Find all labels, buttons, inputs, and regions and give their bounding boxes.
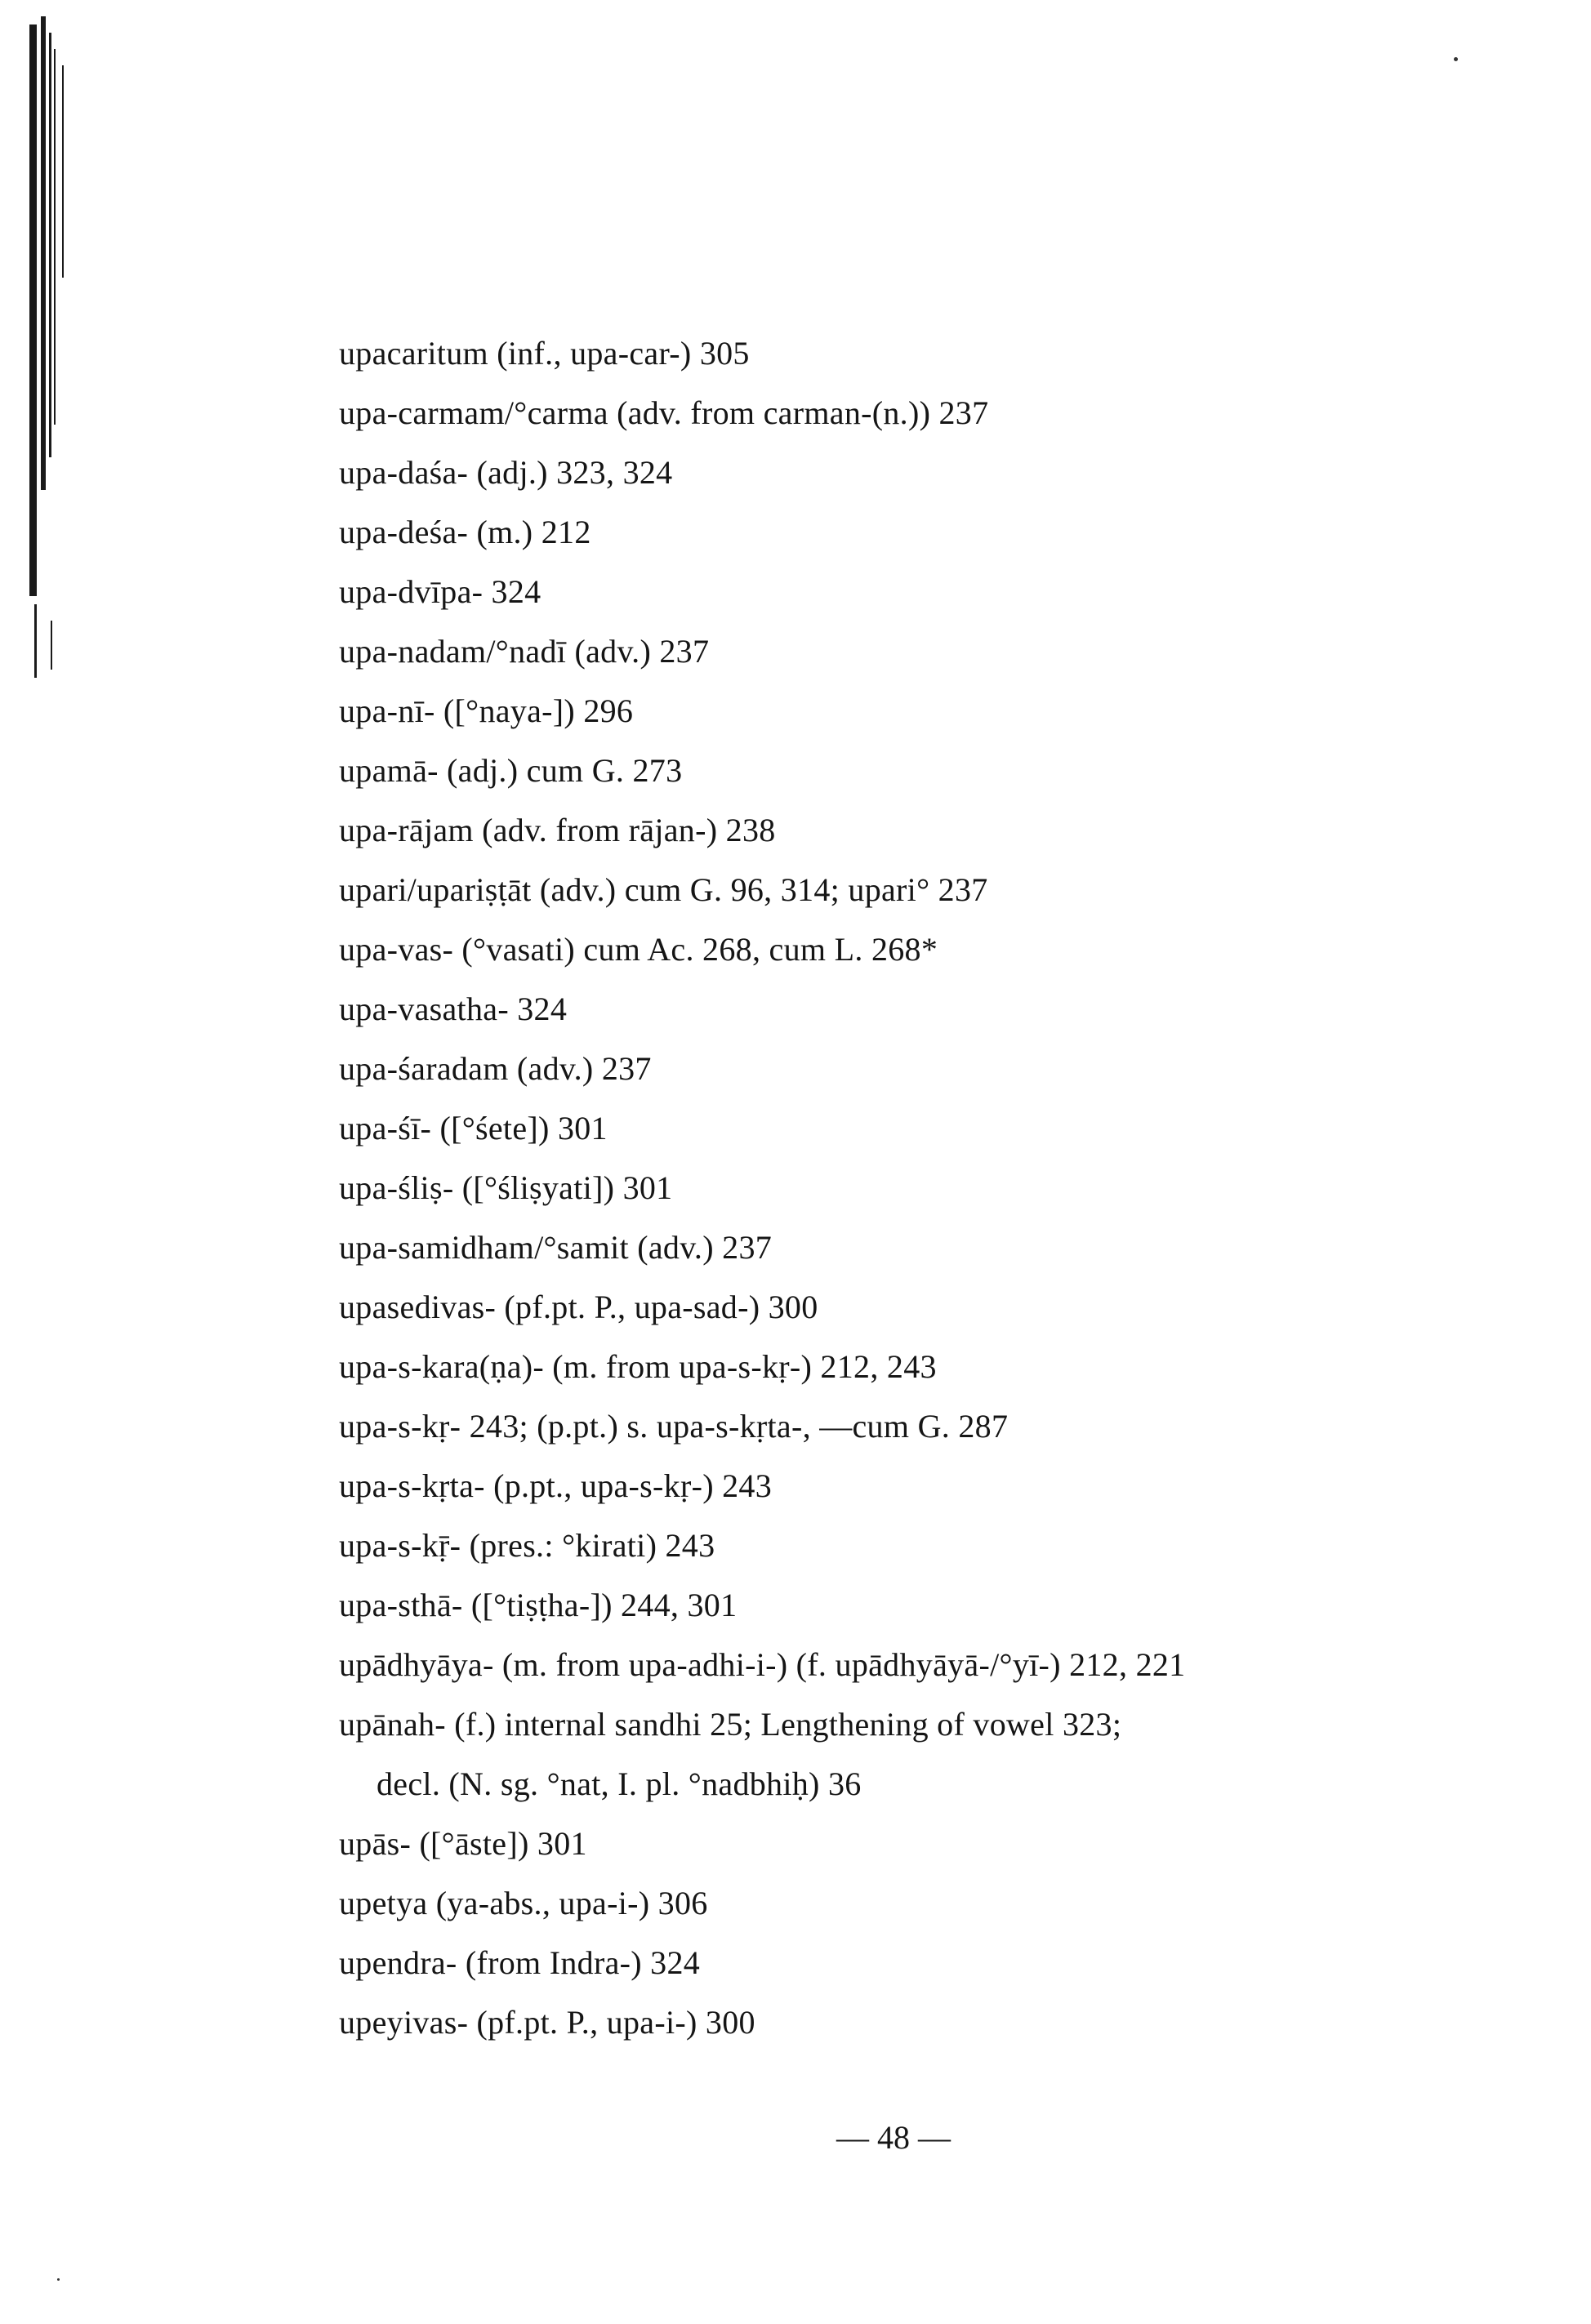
index-entry: upa-rājam (adv. from rājan-) 238 (339, 812, 776, 848)
index-entry: upa-daśa- (adj.) 323, 324 (339, 454, 673, 491)
entry-continuation-line: decl. (N. sg. °nat, I. pl. °nadbhiḥ) 36 (377, 1765, 862, 1802)
index-entry: upa-samidham/°samit (adv.) 237 (339, 1229, 773, 1266)
scan-edge-artifact (0, 0, 75, 735)
index-entry: upa-s-kara(ṇa)- (m. from upa-s-kṛ-) 212, 243 (339, 1348, 937, 1385)
index-entry: upa-nadam/°nadī (adv.) 237 (339, 633, 710, 670)
index-list (339, 323, 1417, 2052)
index-entry: upacaritum (inf., upa-car-) 305 (339, 335, 750, 372)
index-entry: upa-s-kṛ- 243; (p.pt.) s. upa-s-kṛta-, —cum G. 287 (339, 1408, 1009, 1445)
index-entry: upa-nī- ([°naya-]) 296 (339, 692, 634, 729)
index-entry: upa-vas- (°vasati) cum Ac. 268, cum L. 268* (339, 931, 938, 968)
page-number: — 48 — (836, 2119, 951, 2156)
index-entry: upa-dvīpa- 324 (339, 573, 541, 610)
index-entry: upa-śaradam (adv.) 237 (339, 1050, 652, 1087)
index-entry: upa-śī- ([°śete]) 301 (339, 1110, 608, 1146)
index-entry: upa-deśa- (m.) 212 (339, 514, 591, 550)
index-entry: upa-s-kṝ- (pres.: °kirati) 243 (339, 1527, 715, 1564)
index-entry: upa-sthā- ([°tiṣṭha-]) 244, 301 (339, 1587, 738, 1623)
index-entry: upādhyāya- (m. from upa-adhi-i-) (f. upādhyāyā-/°yī-) 212, 221 (339, 1646, 1186, 1683)
index-entry-wrapped (339, 1694, 1417, 1814)
scan-speck (57, 2278, 60, 2281)
scan-speck (1454, 57, 1458, 61)
index-entry: upeyivas- (pf.pt. P., upa-i-) 300 (339, 2004, 755, 2041)
index-entry: upamā- (adj.) cum G. 273 (339, 752, 683, 789)
index-entry: upetya (ya-abs., upa-i-) 306 (339, 1885, 708, 1921)
index-entry: upa-śliṣ- ([°śliṣyati]) 301 (339, 1169, 673, 1206)
index-entry: upendra- (from Indra-) 324 (339, 1944, 701, 1981)
index-entry: upās- ([°āste]) 301 (339, 1825, 587, 1862)
index-entry: upa-s-kṛta- (p.pt., upa-s-kṛ-) 243 (339, 1467, 773, 1504)
index-entry: upari/upariṣṭāt (adv.) cum G. 96, 314; upari° 237 (339, 871, 988, 908)
index-entry: upa-vasatha- 324 (339, 991, 568, 1027)
entry-first-line: upānah- (f.) internal sandhi 25; Lengthening of vowel 323; (339, 1706, 1122, 1743)
index-entry: upa-carmam/°carma (adv. from carman-(n.)) 237 (339, 394, 989, 431)
index-entry: upasedivas- (pf.pt. P., upa-sad-) 300 (339, 1289, 818, 1325)
